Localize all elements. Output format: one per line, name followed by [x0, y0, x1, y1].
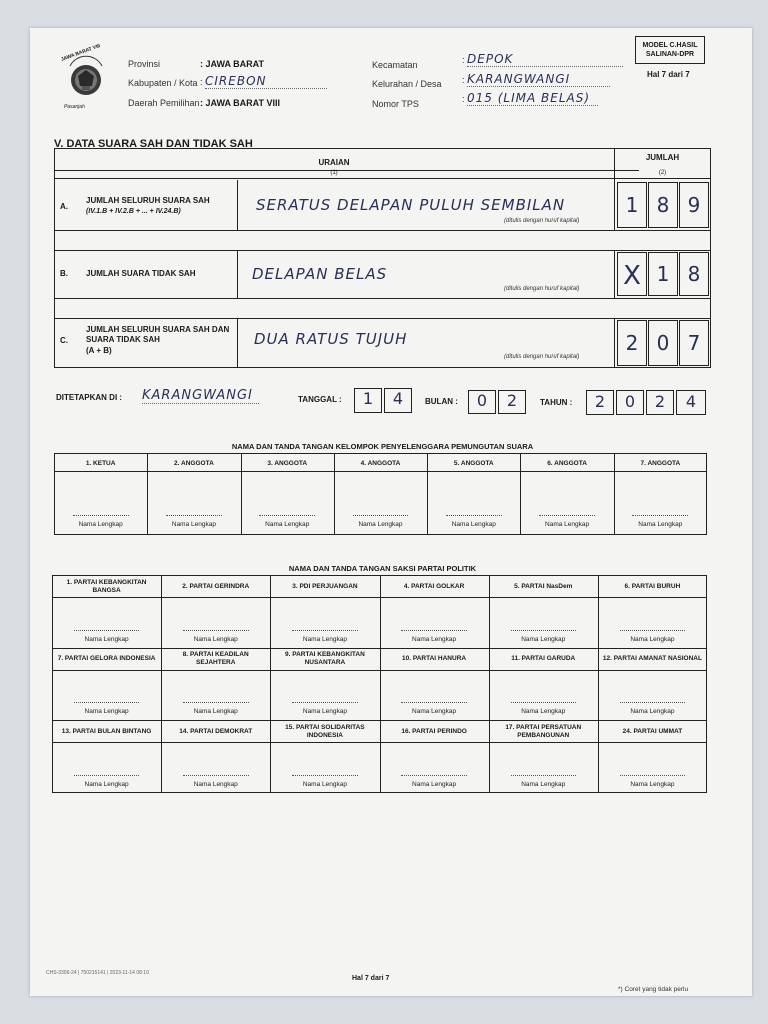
name-label: Nama Lengkap: [638, 521, 683, 528]
kabupaten-value: : CIREBON: [200, 74, 327, 88]
signature-line: [292, 702, 358, 703]
tps-label: Nomor TPS: [372, 99, 419, 109]
dapil-label: Daerah Pemilihan: [128, 98, 200, 108]
party-header: 16. PARTAI PERINDO: [401, 727, 467, 735]
name-label: Nama Lengkap: [358, 521, 403, 528]
form-page: [30, 28, 752, 996]
signature-line: [511, 775, 577, 776]
col-uraian: URAIAN: [318, 158, 350, 167]
kpps-member-header: 3. ANGGOTA: [267, 459, 308, 467]
signature-line: [74, 775, 140, 776]
bulan-digit-2: 2: [506, 391, 518, 410]
row-c-label: JUMLAH SELURUH SUARA SAH DAN SUARA TIDAK SAH: [86, 325, 230, 344]
party-header: 11. PARTAI GARUDA: [511, 655, 576, 663]
kelurahan-value: : KARANGWANGI: [462, 72, 610, 86]
party-header: 13. PARTAI BULAN BINTANG: [61, 727, 152, 735]
row-a-letter: A.: [60, 202, 68, 211]
name-label: Nama Lengkap: [78, 521, 123, 528]
name-label: Nama Lengkap: [193, 781, 238, 788]
tahun-digit-2: 0: [624, 392, 636, 411]
kecamatan-label: Kecamatan: [372, 60, 418, 70]
name-label: Nama Lengkap: [302, 708, 347, 716]
row-c-digit-1: 2: [625, 331, 639, 355]
saksi-title: NAMA DAN TANDA TANGAN SAKSI PARTAI POLITIK: [288, 564, 477, 573]
name-label: Nama Lengkap: [412, 635, 457, 643]
row-b-digit-3: 8: [687, 262, 701, 286]
signature-line: [446, 515, 502, 516]
name-label: Nama Lengkap: [545, 521, 590, 528]
row-c-digit-3: 7: [687, 331, 701, 355]
provinsi-value: : JAWA BARAT: [200, 59, 264, 69]
col1-num: (1): [330, 170, 338, 176]
row-a-digit-3: 9: [687, 193, 701, 217]
footer-note: *) Coret yang tidak perlu: [618, 986, 689, 993]
kabupaten-label: Kabupaten / Kota: [128, 78, 198, 88]
party-header: 8. PARTAI KEADILAN SEJAHTERA: [182, 651, 249, 667]
logo-text: JAWA BARAT VIII: [60, 43, 102, 63]
signature-line: [401, 702, 467, 703]
row-b-digit-2: 1: [656, 262, 670, 286]
name-label: Nama Lengkap: [84, 635, 129, 643]
tanggal-label: TANGGAL :: [298, 395, 342, 404]
party-header: 14. PARTAI DEMOKRAT: [179, 727, 253, 735]
name-label: Nama Lengkap: [630, 635, 675, 643]
name-label: Nama Lengkap: [412, 708, 457, 716]
logo-caption: Pasanjah: [64, 104, 85, 110]
signature-line: [259, 515, 315, 516]
signature-line: [183, 630, 249, 631]
name-label: Nama Lengkap: [412, 781, 457, 788]
row-c-digit-2: 0: [656, 331, 670, 355]
signature-line: [632, 515, 688, 516]
signature-line: [620, 775, 686, 776]
signature-line: [74, 702, 140, 703]
signature-line: [620, 630, 686, 631]
row-a-words: SERATUS DELAPAN PULUH SEMBILAN: [256, 196, 566, 214]
signature-line: [511, 630, 577, 631]
name-label: Nama Lengkap: [193, 635, 238, 643]
name-label: Nama Lengkap: [302, 781, 347, 788]
party-header: 17. PARTAI PERSATUAN PEMBANGUNAN: [505, 723, 582, 739]
party-header: 7. PARTAI GELORA INDONESIA: [57, 655, 156, 663]
kpps-member-header: 7. ANGGOTA: [640, 459, 681, 467]
section-title: V. DATA SUARA SAH DAN TIDAK SAH: [54, 138, 253, 150]
dapil-value: : JAWA BARAT VIII: [200, 98, 281, 108]
name-label: Nama Lengkap: [84, 781, 129, 788]
emblem-logo: [62, 52, 110, 108]
row-b-note: (ditulis dengan huruf kapital): [504, 286, 580, 292]
kecamatan-value: : DEPOK: [462, 52, 623, 66]
row-a-note: (ditulis dengan huruf kapital): [504, 218, 580, 224]
signature-line: [620, 702, 686, 703]
name-label: Nama Lengkap: [302, 635, 347, 643]
model-box: MODEL C.HASIL SALINAN-DPR: [635, 36, 705, 64]
party-header: 3. PDI PERJUANGAN: [292, 582, 358, 590]
bulan-label: BULAN :: [425, 397, 458, 406]
row-c-words: DUA RATUS TUJUH: [254, 330, 408, 348]
col-jumlah: JUMLAH: [645, 153, 680, 162]
ditetapkan-label: DITETAPKAN DI :: [56, 393, 123, 402]
kpps-title: NAMA DAN TANDA TANGAN KELOMPOK PENYELENGGARA PEMUNGUTAN SUARA: [231, 442, 534, 451]
party-header: 15. PARTAI SOLIDARITAS INDONESIA: [285, 723, 365, 739]
name-label: Nama Lengkap: [521, 708, 566, 716]
signature-line: [74, 630, 140, 631]
row-a-digit-2: 8: [656, 193, 670, 217]
row-b-letter: B.: [60, 269, 68, 278]
party-header: 2. PARTAI GERINDRA: [182, 582, 250, 590]
row-b-words: DELAPAN BELAS: [252, 265, 388, 283]
signature-line: [292, 775, 358, 776]
row-a-digit-1: 1: [625, 193, 639, 217]
name-label: Nama Lengkap: [451, 521, 496, 528]
signature-line: [292, 630, 358, 631]
kpps-member-header: 4. ANGGOTA: [360, 459, 401, 467]
party-header: 4. PARTAI GOLKAR: [403, 582, 465, 590]
kpps-member-header: 5. ANGGOTA: [453, 459, 494, 467]
party-header: 12. PARTAI AMANAT NASIONAL: [602, 655, 702, 663]
tanggal-digit-1: 1: [362, 389, 374, 408]
party-header: 5. PARTAI NasDem: [514, 582, 573, 590]
name-label: Nama Lengkap: [171, 521, 216, 528]
name-label: Nama Lengkap: [265, 521, 310, 528]
tanggal-digit-2: 4: [392, 389, 404, 408]
party-header: 10. PARTAI HANURA: [402, 655, 467, 663]
signature-line: [539, 515, 595, 516]
name-label: Nama Lengkap: [630, 708, 675, 716]
name-label: Nama Lengkap: [193, 708, 238, 716]
footer-code: CHS-3306-24 | 750215141 | 2023-11-14 08:10: [46, 970, 149, 976]
bulan-digit-1: 0: [476, 391, 488, 410]
page-indicator-top: Hal 7 dari 7: [647, 70, 690, 79]
kpps-member-header: 1. KETUA: [85, 459, 116, 467]
kpps-member-header: 6. ANGGOTA: [547, 459, 587, 467]
party-header: 9. PARTAI KEBANGKITAN NUSANTARA: [285, 651, 365, 667]
kpps-member-header: 2. ANGGOTA: [174, 459, 214, 467]
row-c-sub: (A + B): [86, 346, 112, 355]
signature-line: [166, 515, 222, 516]
party-header: 24. PARTAI UMMAT: [622, 727, 683, 735]
party-header: 1. PARTAI KEBANGKITAN BANGSA: [66, 578, 147, 594]
signature-line: [183, 702, 249, 703]
ditetapkan-value: KARANGWANGI: [142, 388, 259, 404]
row-b-digit-1: X: [623, 261, 641, 291]
signature-line: [73, 515, 129, 516]
tahun-digit-1: 2: [594, 392, 606, 411]
row-c-note: (ditulis dengan huruf kapital): [504, 354, 580, 360]
party-header: 6. PARTAI BURUH: [624, 582, 681, 590]
signature-line: [401, 630, 467, 631]
name-label: Nama Lengkap: [84, 708, 129, 716]
row-c-letter: C.: [60, 336, 68, 345]
signature-line: [183, 775, 249, 776]
row-a-label: JUMLAH SELURUH SUARA SAH: [86, 196, 210, 205]
signature-line: [353, 515, 409, 516]
name-label: Nama Lengkap: [521, 635, 566, 643]
tahun-label: TAHUN :: [540, 398, 573, 407]
provinsi-label: Provinsi: [128, 59, 161, 69]
footer-page: Hal 7 dari 7: [352, 975, 390, 982]
signature-line: [511, 702, 577, 703]
name-label: Nama Lengkap: [630, 781, 675, 788]
row-b-label: JUMLAH SUARA TIDAK SAH: [86, 269, 196, 278]
row-a-sub: (IV.1.B + IV.2.B + ... + IV.24.B): [86, 208, 181, 215]
name-label: Nama Lengkap: [521, 781, 566, 788]
tahun-digit-3: 2: [654, 392, 666, 411]
col2-num: (2): [658, 170, 667, 176]
tps-value: : 015 (LIMA BELAS): [462, 91, 598, 105]
signature-line: [401, 775, 467, 776]
kelurahan-label: Kelurahan / Desa: [372, 79, 442, 89]
tahun-digit-4: 4: [685, 392, 697, 411]
